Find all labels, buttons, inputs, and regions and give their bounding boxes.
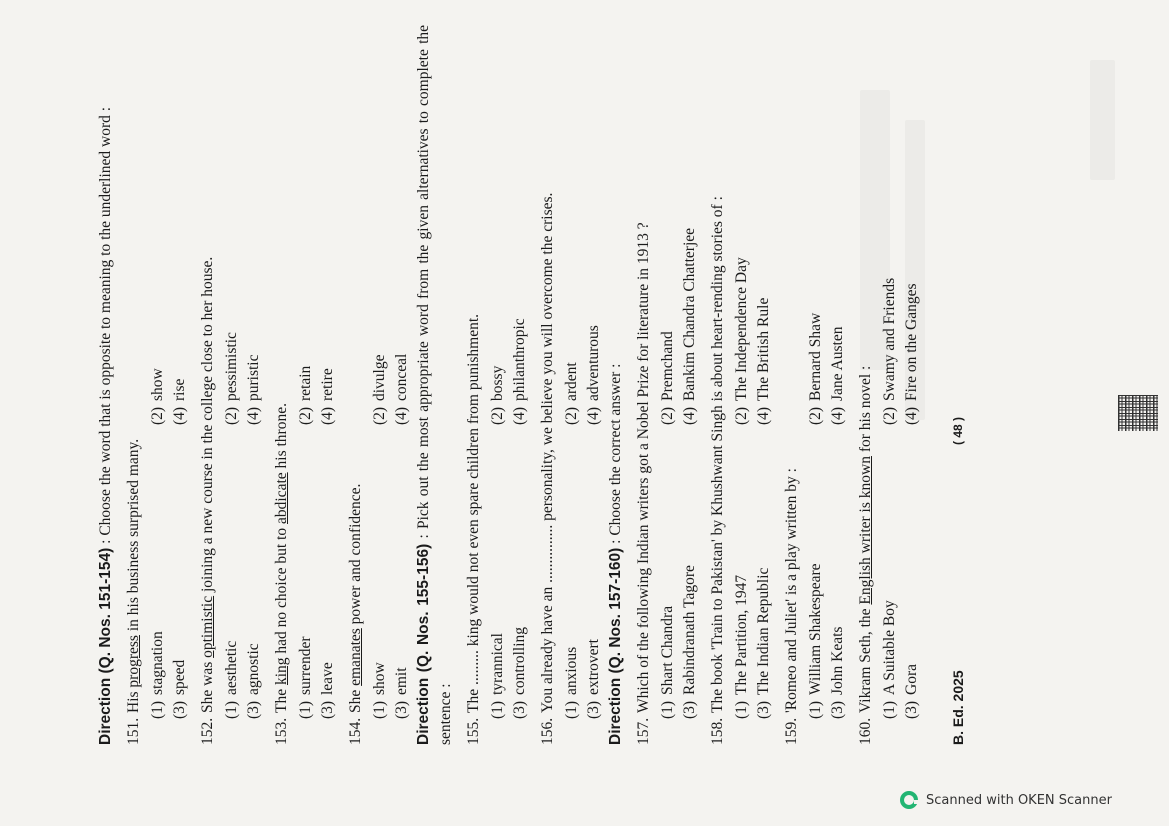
options-154: (1) show (2) divulge (3) emit (4) conceal [371,353,410,719]
qr-code-icon [1118,395,1158,431]
options-160: (1) A Suitable Boy (2) Swamy and Friends (3) Gora (4) Fire on the Ganges [881,277,920,719]
exam-page [95,25,1035,745]
scanner-text: Scanned with OKEN Scanner [926,792,1112,808]
question-160: 160. Vikram Seth, the English writer is known for his novel : (1) A Suitable Boy (2) Swamy and Friends (3) Gora (4) Fire on the Ganges [853,25,923,745]
question-154: 154. She emanates power and confidence. (1) show (2) divulge (3) emit (4) conceal [343,25,413,745]
scanner-watermark [900,789,1112,811]
question-158: 158. The book 'Train to Pakistan' by Khushwant Singh is about heart-rending stories of : (1) The Partition, 1947 (2) The Independence Day (3) The Indian Republic (4) The British Rule [705,25,775,745]
direction-155-156: Direction (Q. Nos. 155-156) : Pick out the most appropriate word from the given alternatives to complete the sentence : [415,24,454,745]
page-number: ( 48 ) [951,416,965,445]
question-152: 152. She was optimistic joining a new course in the college close to her house. (1) aesthetic (2) pessimistic (3) agnostic (4) puristic [195,25,265,745]
question-156: 156. You already have an ............... personality, we believe you will overcome the crises. (1) anxious (2) ardent (3) extrovert (4) adventurous [535,25,605,745]
options-158: (1) The Partition, 1947 (2) The Independence Day (3) The Indian Republic (4) The British Rule [733,257,772,719]
page-footer [945,25,971,745]
oken-logo-icon [900,791,918,809]
options-155: (1) tyrannical (2) bossy (3) controlling (4) philanthropic [489,318,528,719]
direction-157-160: Direction (Q. Nos. 157-160) : Choose the correct answer : [607,363,624,745]
exam-code: B. Ed. 2025 [950,670,966,745]
question-157: 157. Which of the following Indian writers got a Nobel Prize for literature in 1913 ? (1) Shart Chandra (2) Premchand (3) Rabindranath Tagore (4) Bankim Chandra Chatterjee [631,25,701,745]
options-153: (1) surrender (2) retain (3) leave (4) retire [297,365,336,719]
direction-151-154: Direction (Q. Nos. 151-154) : Choose the word that is opposite to meaning to the underlined word : [97,106,114,745]
bleed-through [1090,60,1115,180]
question-159: 159. 'Romeo and Juliet' is a play written by : (1) William Shakespeare (2) Bernard Shaw (3) John Keats (4) Jane Austen [779,25,849,745]
options-157: (1) Shart Chandra (2) Premchand (3) Rabindranath Tagore (4) Bankim Chandra Chatterjee [659,227,698,719]
options-152: (1) aesthetic (2) pessimistic (3) agnostic (4) puristic [223,332,262,719]
question-155: 155. The ......... king would not even spare children from punishment. (1) tyrannical (2) bossy (3) controlling (4) philanthropic [461,25,531,745]
options-156: (1) anxious (2) ardent (3) extrovert (4) adventurous [563,325,602,719]
question-151: 151. His progress in his business surprised many. (1) stagnation (2) show (3) speed (4) rise [121,25,191,745]
options-159: (1) William Shakespeare (2) Bernard Shaw (3) John Keats (4) Jane Austen [807,312,846,719]
options-151: (1) stagnation (2) show (3) speed (4) rise [149,368,188,719]
question-153: 153. The king had no choice but to abdicate his throne. (1) surrender (2) retain (3) leave (4) retire [269,25,339,745]
